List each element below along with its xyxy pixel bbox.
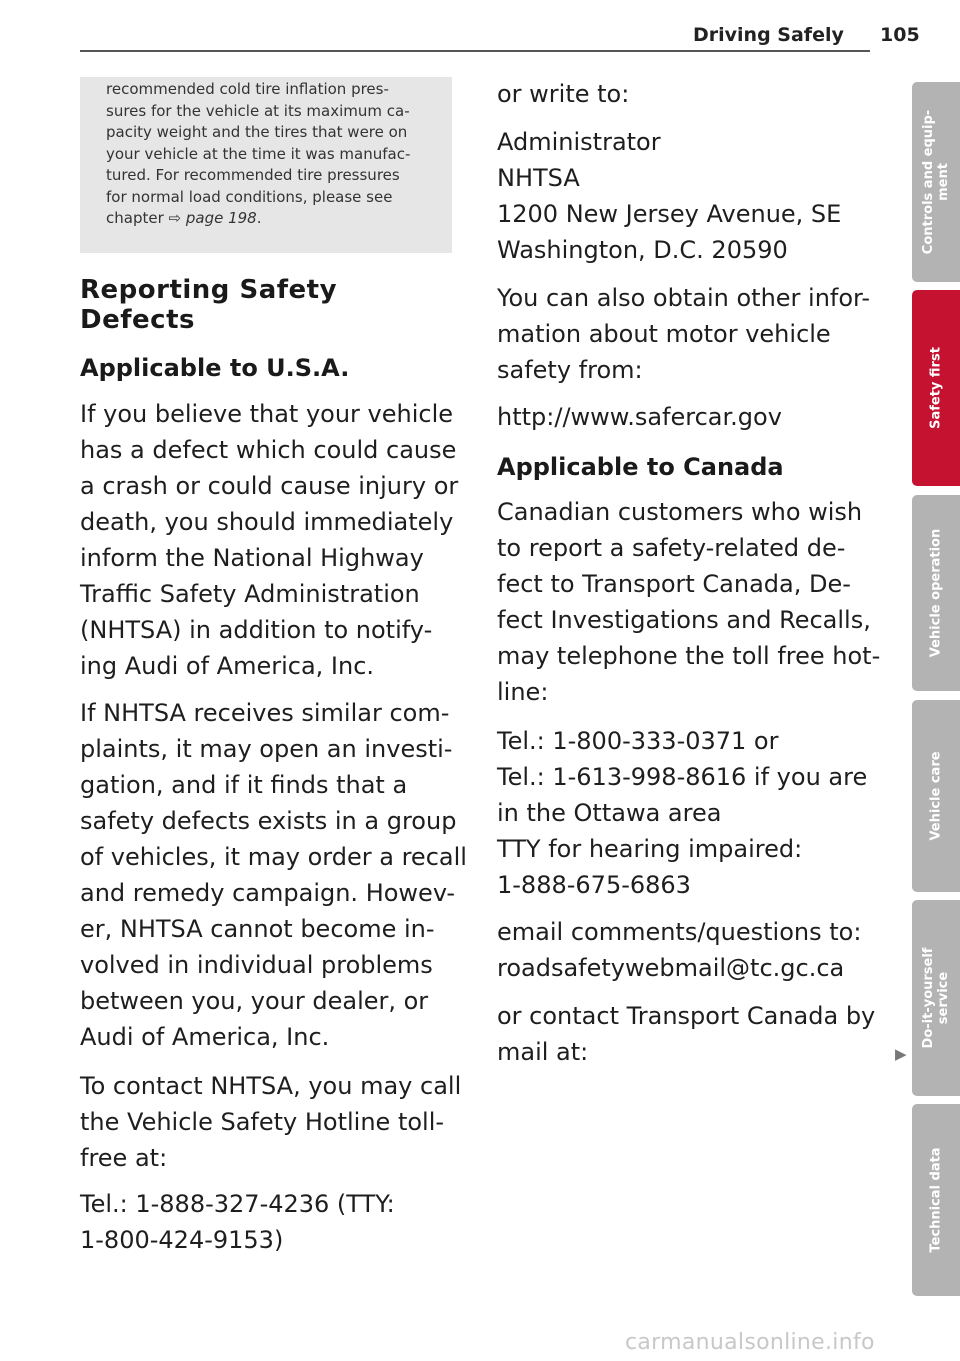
paragraph-email: email comments/questions to: roadsafetywebmail@tc.gc.ca [497,914,861,986]
note-box-text [106,79,446,230]
tab-label: Do-it-yourself service [921,947,951,1049]
page-number: 105 [880,24,920,46]
note-suffix: . [256,209,262,227]
email-link[interactable]: roadsafetywebmail@tc.gc.ca [497,954,845,982]
safercar-url-link[interactable]: http://www.safercar.gov [497,403,782,431]
paragraph-contact-by-mail: or contact Transport Canada by mail at: [497,1002,876,1066]
note-line: pacity weight and the tires that were on [106,123,408,141]
paragraph-contact-nhtsa: To contact NHTSA, you may call the Vehicle Safety Hotline toll- free at: [80,1072,462,1172]
note-line: sures for the vehicle at its maximum ca- [106,101,410,120]
subheading-canada: Applicable to Canada [497,453,784,481]
header-rule [80,50,870,52]
tab-label: Controls and equip- ment [921,109,951,255]
note-box [80,77,452,253]
tab-controls-and-equipment[interactable] [912,82,960,282]
tab-label: Safety first [928,347,944,429]
running-header-title: Driving Safely [693,24,844,46]
watermark: carmanualsonline.info [625,1330,875,1355]
address-block: Administrator NHTSA 1200 New Jersey Avenue, SE Washington, D.C. 20590 [497,128,842,264]
paragraph-nhtsa-complaints: If NHTSA receives similar com- plaints, it may open an investi- gation, and if it finds that a safety defects exists in a group of vehicles, it may order a recall and remedy campaign. Howev- er, NHTSA cannot become in- volved in individual problems between you, your dealer, or Audi of America, Inc. [80,699,467,1051]
paragraph-canadian-customers: Canadian customers who wish to report a safety-related de- fect to Transport Canada, De- fect Investigations and Recalls, may telephone the toll free hot- line: [497,498,881,706]
paragraph-write-to: or write to: [497,80,630,108]
tab-label: Vehicle operation [928,528,944,658]
tab-label: Technical data [928,1147,944,1253]
note-line: recommended cold tire inflation pres- [106,80,389,98]
page-reference-link[interactable]: ⇨ page 198 [168,209,257,227]
tab-vehicle-care[interactable] [912,700,960,892]
paragraph-nhtsa-phone: Tel.: 1-888-327-4236 (TTY: 1-800-424-9153) [80,1190,395,1254]
tab-vehicle-operation[interactable] [912,495,960,691]
paragraph-other-info: You can also obtain other infor- mation about motor vehicle safety from: [497,284,871,384]
tab-technical-data[interactable] [912,1104,960,1296]
section-heading: Reporting Safety Defects [80,275,338,335]
note-line-prefix: chapter [106,209,169,227]
paragraph-believe-defect: If you believe that your vehicle has a defect which could cause a crash or could cause injury or death, you should immediately inform the National Highway Traffic Safety Administration (NHTSA) in addition to notify- ing Audi of America, Inc. [80,400,459,680]
note-line: for normal load conditions, please see [106,187,393,206]
note-line: tured. For recommended tire pressures [106,166,400,184]
continue-arrow-icon: ▶ [895,1045,907,1063]
tab-do-it-yourself-service[interactable] [912,900,960,1096]
tab-safety-first[interactable] [912,290,960,486]
tab-label: Vehicle care [928,751,944,841]
subheading-usa: Applicable to U.S.A. [80,354,350,382]
paragraph-canada-phones: Tel.: 1-800-333-0371 or Tel.: 1-613-998-8616 if you are in the Ottawa area TTY for hearing impaired: 1-888-675-6863 [497,727,868,899]
note-line: your vehicle at the time it was manufac- [106,144,411,163]
